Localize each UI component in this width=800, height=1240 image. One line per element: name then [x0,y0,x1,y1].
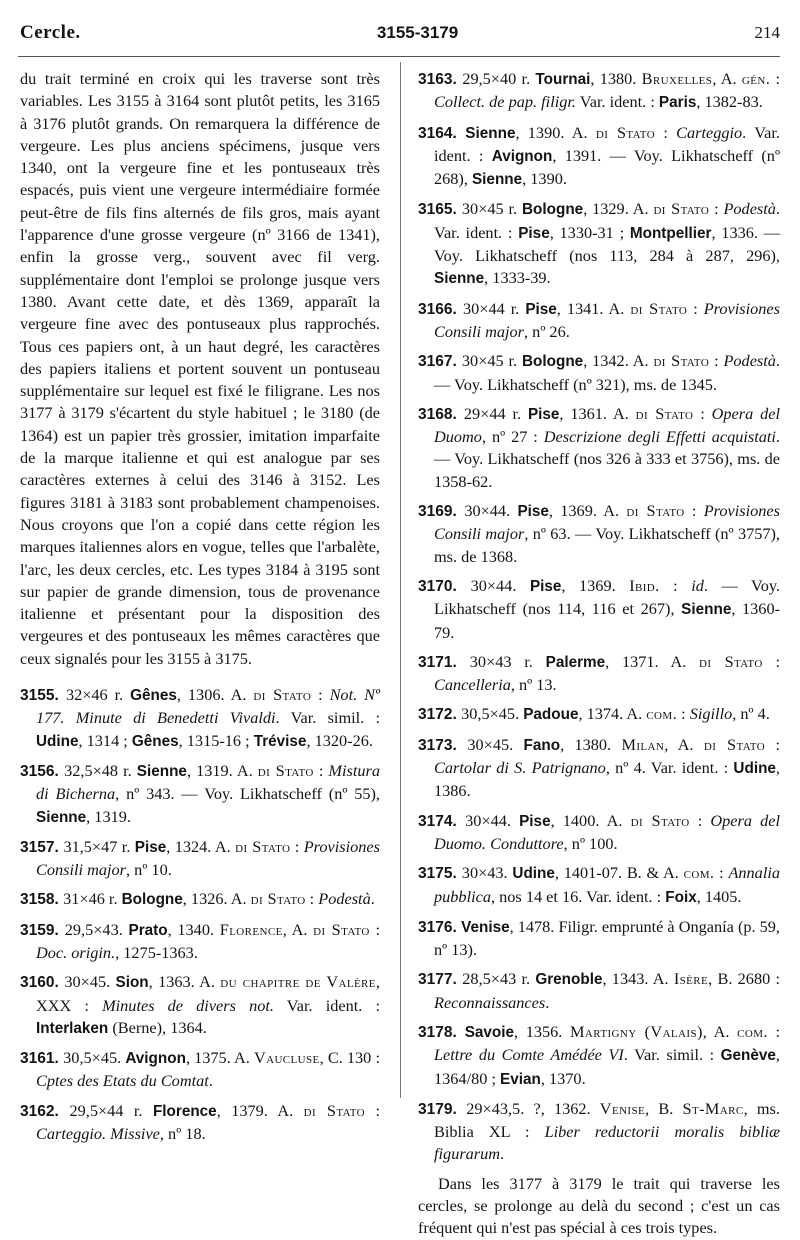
entry-text: : [313,760,329,780]
entry-place: Fano [523,736,561,754]
left-entry-list [20,684,380,1145]
entry-document-title: Cancelleria [434,675,511,695]
entry-document-title: Opera del Duomo. Conduttore [434,810,781,853]
entry-document-title: Carteggio [676,122,743,142]
entry-archive: di Stato [699,651,763,671]
entry-text: 30×44. [470,575,530,595]
entry-archive: di Stato [703,734,766,754]
entry-text: , nos 14 et 16. Var. ident. : [490,886,666,906]
entry-text: . [545,992,550,1012]
entry-place: Avignon [491,147,553,165]
entry-archive: di Stato [653,199,710,219]
entry-document-title: Collect. de pap. filigr. [434,92,576,112]
entry-document-title: Not. Nº 177. Minute di Benedetti Vivaldi [36,685,380,728]
entry-archive: di Stato [595,122,656,142]
entry-text: : [369,919,380,939]
entry-number: 3167. [418,353,462,371]
entry-text: , 1341. A. [556,298,631,318]
entry-text: . [370,889,375,909]
entry-document-title: Podestà [318,889,371,909]
entry-place: Prato [128,921,168,939]
entry-text: , 1319. [86,806,131,826]
entry-place: Interlaken [36,1019,109,1037]
entry-number: 3157. [20,838,64,856]
entry-text: : [762,651,780,671]
entry-number: 3170. [418,577,471,595]
entry-text: , XXX : [36,972,380,1015]
catalog-entry [418,1098,780,1166]
entry-text: , B. 2680 : [708,969,780,989]
entry-document-title: Podestà [723,351,776,371]
entry-place: Trévise [253,732,307,750]
entry-text: 30×45 r. [461,199,522,219]
entry-document-title: Carteggio. Missive [36,1124,160,1144]
catalog-entry [20,1100,380,1146]
entry-archive: com. [646,704,678,724]
entry-text: , 1391. — Voy. Likhatscheff (nº 268), [434,145,780,189]
entry-place: Sienne [471,171,523,189]
catalog-entry [418,1021,780,1091]
entry-archive: St-Marc [682,1098,744,1118]
entry-text: 30×45. [64,972,116,992]
entry-archive: di Stato [630,810,690,830]
entry-text: , 1369. [561,575,630,595]
entry-place: Pise [525,300,557,318]
entry-archive: Florence [219,919,283,939]
entry-text: 32,5×48 r. [64,760,137,780]
entry-document-title: Cptes des Etats du Comtat [36,1071,209,1091]
entry-place: Grenoble [535,971,603,989]
entry-document-title: Descrizione degli Effetti acquistati [543,427,776,447]
entry-text: . Var. simil. : [275,708,380,728]
entry-text: , 1336. — Voy. Likhatscheff (nos 113, 284 à 287, 296), [434,222,780,266]
entry-document-title: Provisiones Consili major [434,501,780,544]
entry-place: Padoue [523,706,579,724]
entry-text: , 1306. A. [176,685,254,705]
right-column [418,68,780,1240]
catalog-entry [418,703,780,726]
entry-text: , 1390. [522,169,567,189]
entry-text: : [767,1021,781,1041]
entry-place: Pise [517,503,549,521]
entry-text: , C. 130 : [319,1048,380,1068]
entry-number: 3164. [418,124,466,142]
catalog-entry [20,1047,380,1093]
entry-archive: Ibid. [629,575,660,595]
entry-text: . Var. simil. : [623,1045,721,1065]
header-rule [18,56,780,57]
entry-text: , 1319. A. [186,760,258,780]
entry-text: , A. [712,69,742,88]
entry-place: Paris [658,94,697,112]
entry-text: , 1330-31 ; [549,222,630,242]
entry-text: , nº 63. — Voy. Likhatscheff (nº 3757), ms. de 1368. [434,524,780,566]
catalog-entry [20,888,380,911]
entry-text: 29,5×43. [64,919,129,939]
entry-text: , 1275-1363. [115,942,198,962]
catalog-entry [20,971,380,1040]
entry-text: 30×43. [461,863,513,883]
entry-text: : [311,685,330,705]
header-number-range: 3155-3179 [376,23,459,42]
entry-text: 29×43,5. ?, 1362. [466,1098,600,1118]
entry-text: , 1314 ; [78,730,132,750]
entry-text: , nº 13. [510,675,557,695]
entry-place: Pise [134,838,167,856]
entry-number: 3172. [418,706,462,724]
entry-number: 3158. [20,891,64,909]
entry-place: Florence [152,1102,217,1120]
entry-document-title: Liber reductorii moralis bibliæ figurarum [434,1122,780,1164]
entry-text: : [693,403,712,423]
catalog-entry [20,760,380,829]
column-divider [400,62,401,1098]
entry-place: Bologne [522,353,584,371]
entry-text: : [770,69,780,88]
entry-place: Tournai [535,71,591,88]
entry-text: 31×46 r. [63,889,122,909]
entry-text: , nº 100. [563,833,618,853]
entry-place: Venise [461,918,510,936]
entry-text: , 1401-07. B. & A. [554,863,684,883]
entry-text: , 1356. [514,1021,571,1041]
entry-archive: Milan [621,734,665,754]
entry-text: : [687,298,704,318]
entry-text: , ms. Biblia XL : [434,1098,780,1142]
entry-archive: di Stato [635,403,694,423]
entry-text: , nº 26. [524,321,570,341]
entry-document-title: Annalia pubblica [434,863,781,906]
entry-text: : [709,199,724,219]
catalog-entry [418,575,780,644]
entry-text: , 1364/80 ; [434,1045,780,1088]
entry-text: : [689,810,711,830]
entry-text: , nº 18. [159,1124,206,1144]
entry-text: 28,5×43 r. [462,969,536,989]
entry-text: , nº 4. Var. ident. : [605,758,734,778]
entry-text: , 1405. [696,886,742,906]
entry-text: , 1320-26. [306,730,373,750]
catalog-entry [418,651,780,697]
catalog-entry [418,403,780,493]
entry-text: , nº 10. [126,860,172,880]
entry-number: 3160. [20,974,65,992]
entry-text: : [305,889,319,909]
entry-text: , 1380. [560,734,622,754]
entry-number: 3162. [20,1102,70,1120]
entry-number: 3155. [20,687,66,705]
entry-number: 3174. [418,812,466,830]
entry-text: , 1333-39. [484,268,551,288]
entry-text: 29,5×40 r. [462,69,536,88]
entry-place: Genève [720,1047,776,1065]
entry-text: 30,5×45. [63,1048,126,1068]
entry-text: , A. [702,1021,738,1041]
running-header [20,22,780,48]
entry-text: . [500,1144,505,1164]
entry-text: , 1390. A. [515,122,596,142]
entry-archive: di Stato [653,351,710,371]
entry-text: , 1315-16 ; [178,730,254,750]
catalog-entry [20,919,380,965]
entry-number: 3178. [418,1023,465,1041]
entry-text: Var. ident. : [273,995,380,1015]
entry-text: , 1379. A. [216,1100,304,1120]
entry-document-title: Cartolar di S. Patrignano [434,758,606,778]
entry-archive: Vaucluse [253,1048,320,1068]
entry-text: 29×44 r. [463,403,528,423]
entry-text: Var. ident. : [576,92,659,112]
catalog-entry [418,810,780,856]
entry-archive: di Stato [235,836,291,856]
entry-text: : [659,575,692,595]
entry-text: 30×43 r. [469,651,546,671]
catalog-entry [418,298,780,344]
entry-archive: di Stato [303,1100,366,1120]
entry-archive: Venise [599,1098,646,1118]
entry-place: Bologne [121,891,183,909]
entry-archive: di Stato [626,501,685,521]
entry-place: Udine [733,760,776,778]
entry-archive: di Stato [253,685,312,705]
entry-text: : [684,501,704,521]
header-section-title: Cercle. [20,22,81,43]
entry-document-title: Sigillo [689,704,733,724]
entry-place: Sienne [465,124,516,142]
entry-text: 30×44 r. [463,298,526,318]
entry-document-title: Opera del Duomo [434,403,780,447]
catalog-entry [418,734,780,803]
entry-document-title: Reconnaissances [434,992,546,1012]
entry-text: : [709,351,724,371]
entry-text: . Var. ident. : [434,199,780,242]
entry-number: 3166. [418,300,464,318]
entry-text: , 1329. A. [583,199,654,219]
entry-place: Pise [527,405,560,423]
entry-text: : [365,1100,380,1120]
entry-text: , A. [282,919,314,939]
entry-archive: gén. [741,69,771,88]
entry-text: : [765,734,781,754]
entry-text: 30×44. [464,501,518,521]
entry-text: , 1361. A. [559,403,636,423]
entry-number: 3168. [418,405,464,423]
entry-document-title: id [691,575,704,595]
entry-text: (Berne), 1364. [108,1017,207,1037]
entry-place: Sienne [136,762,187,780]
entry-text: , 1386. [434,758,780,801]
entry-text: , A. [664,734,704,754]
entry-text: . — Voy. Likhatscheff (nº 321), ms. de 1345. [434,351,780,394]
entry-archive: di Stato [257,760,314,780]
entry-place: Pise [529,577,562,595]
entry-place: Pise [518,224,550,242]
entry-text: , 1343. A. [602,969,674,989]
entry-archive: di Stato [630,298,688,318]
entry-text: , B. [645,1098,683,1118]
entry-archive: Martigny (Valais) [570,1021,703,1041]
entry-text: : [290,836,304,856]
entry-place: Savoie [464,1023,515,1041]
closing-paragraph: Dans les 3177 à 3179 le trait qui traverse les cercles, se prolonge au delà du second ; c'est un cas fréquent qui n'est pas spécial à ces trois types. [418,1173,780,1238]
entry-place: Sion [115,974,149,992]
entry-text: 30×45 r. [461,351,522,371]
entry-archive: com. [737,1021,768,1041]
entry-archive: di Stato [313,919,370,939]
entry-place: Udine [36,732,79,750]
entry-text: : [714,863,729,883]
entry-text: . [208,1071,213,1091]
entry-text: , nº 27 : [481,427,544,447]
entry-text: , 1478. Filigr. emprunté à Onganía (p. 59, nº 13). [434,916,780,960]
entry-archive: di Stato [250,889,306,909]
entry-number: 3173. [418,736,468,754]
entry-number: 3177. [418,971,463,989]
entry-text: . Var. ident. : [434,122,780,165]
entry-text: , 1374. A. [578,704,647,724]
entry-number: 3179. [418,1100,467,1118]
catalog-entry [20,836,380,882]
entry-number: 3156. [20,762,65,780]
entry-text: 32×46 r. [65,685,131,705]
entry-place: Udine [512,865,555,883]
catalog-entry [418,968,780,1014]
catalog-entry [418,68,780,115]
entry-number: 3165. [418,201,462,219]
catalog-entry [418,122,780,192]
entry-document-title: Mistura di Bicherna [36,760,380,804]
entry-document-title: Minutes de divers not. [102,995,274,1015]
catalog-entry [418,350,780,396]
entry-number: 3175. [418,865,462,883]
entry-text: , 1326. A. [182,889,251,909]
entry-text: , 1375. A. [185,1048,254,1068]
entry-text: , nº 4. [732,704,770,724]
entry-text: , 1360-79. [434,599,781,642]
entry-archive: Bruxelles [641,69,713,88]
entry-text: , 1380. [590,69,642,88]
entry-text: 29,5×44 r. [69,1100,153,1120]
entry-place: Palerme [545,653,606,671]
entry-text: , 1382-83. [696,92,763,112]
entry-text: : [655,122,677,142]
entry-place: Foix [665,888,697,906]
entry-number: 3163. [418,71,463,88]
entry-place: Sienne [434,270,485,288]
page-number: 214 [754,23,780,42]
entry-number: 3171. [418,653,470,671]
catalog-entry [418,862,780,909]
catalog-entry [418,500,780,568]
entry-text: , 1363. A. [148,972,221,992]
entry-document-title: Provisiones Consili major [434,298,780,341]
entry-place: Evian [500,1070,541,1088]
entry-text: 30,5×45. [461,704,524,724]
catalog-entry [20,684,380,753]
entry-text: , 1400. A. [550,810,631,830]
entry-number: 3159. [20,921,65,939]
entry-document-title: Doc. origin. [36,942,116,962]
entry-text: 30×44. [465,810,520,830]
entry-text: , 1369. A. [548,501,627,521]
left-column [20,68,380,1152]
entry-archive: Isère [673,969,709,989]
entry-place: Montpellier [629,224,712,242]
entry-archive: du chapitre de Valère [220,972,376,992]
entry-number: 3176. [418,918,462,936]
entry-text: , 1340. [167,919,220,939]
entry-text: , 1324. A. [166,836,236,856]
entry-text: , 1370. [540,1068,586,1088]
entry-place: Gênes [130,687,177,705]
entry-text: , nº 343. — Voy. Likhatscheff (nº 55), [115,784,380,804]
right-entry-list [418,68,780,1166]
entry-text: : [677,704,690,724]
entry-place: Bologne [522,201,584,219]
entry-text: 31,5×47 r. [63,836,135,856]
entry-number: 3169. [418,503,465,521]
intro-paragraph: du trait terminé en croix qui les traverse sont très variables. Les 3155 à 3164 sont plutôt petits, les 3165 à 3176 plutôt grands. On remarquera la différence de vergeure. Les plus anciens spécimens, jusque vers 1340, ont la vergeure fine et les pontuseaux très espacés, puis vient une vergeure intermédiaire formée peut-être de fils fins alternés de fils gros, mais ayant l'apparence d'une grosse vergeure (nº 3166 de 1341), enfin la grosse verg., souvent avec fil verg. supplémentaire dont l'emploi se prolonge jusque vers 1380. Avant cette date, et dès 1369, apparaît la vergeure fine avec des pontuseaux plus rapprochés. Tous ces papiers ont, à un haut degré, les caractères des papiers italiens et portent souvent un pontuseau supplémentaire sur lequel est fixé le filigrane. Les nos 3177 à 3179 s'écartent du style habituel ; le 3180 (de 1364) est un papier très grossier, imitation imparfaite de la marque italienne et qui est analogue par ses caractères externes à celui des 3146 à 3152. Les figures 3181 à 3183 sont probablement champenoises. Nous croyons que l'on a copié dans cette région les marques italiennes alors en vogue, telles que l'arbalète, l'arc, les deux cercles, etc. Les types 3184 à 3195 sont sur papier de grande dimension, tous de provenance italienne et présentant pour la disposition des vergeures et des pontuseaux les mêmes caractères que ceux signalés pour les 3155 à 3175. [20,69,380,668]
entry-place: Gênes [131,732,179,750]
entry-place: Sienne [681,601,732,619]
entry-number: 3161. [20,1050,64,1068]
entry-text: . — Voy. Likhatscheff (nos 114, 116 et 267), [434,575,780,619]
entry-document-title: Lettre du Comte Amédée VI [434,1045,624,1065]
entry-text: . — Voy. Likhatscheff (nos 326 à 333 et 3756), ms. de 1358-62. [434,427,780,491]
catalog-entry [418,916,780,962]
entry-place: Sienne [36,808,87,826]
entry-place: Pise [519,812,551,830]
entry-text: , 1342. A. [583,351,654,371]
entry-document-title: Podestà [723,199,776,219]
catalog-entry [418,198,780,290]
entry-place: Avignon [125,1050,186,1068]
entry-document-title: Provisiones Consili major [36,836,380,880]
entry-text: , 1371. A. [605,651,700,671]
entry-archive: com. [683,863,715,883]
entry-text: 30×45. [467,734,524,754]
